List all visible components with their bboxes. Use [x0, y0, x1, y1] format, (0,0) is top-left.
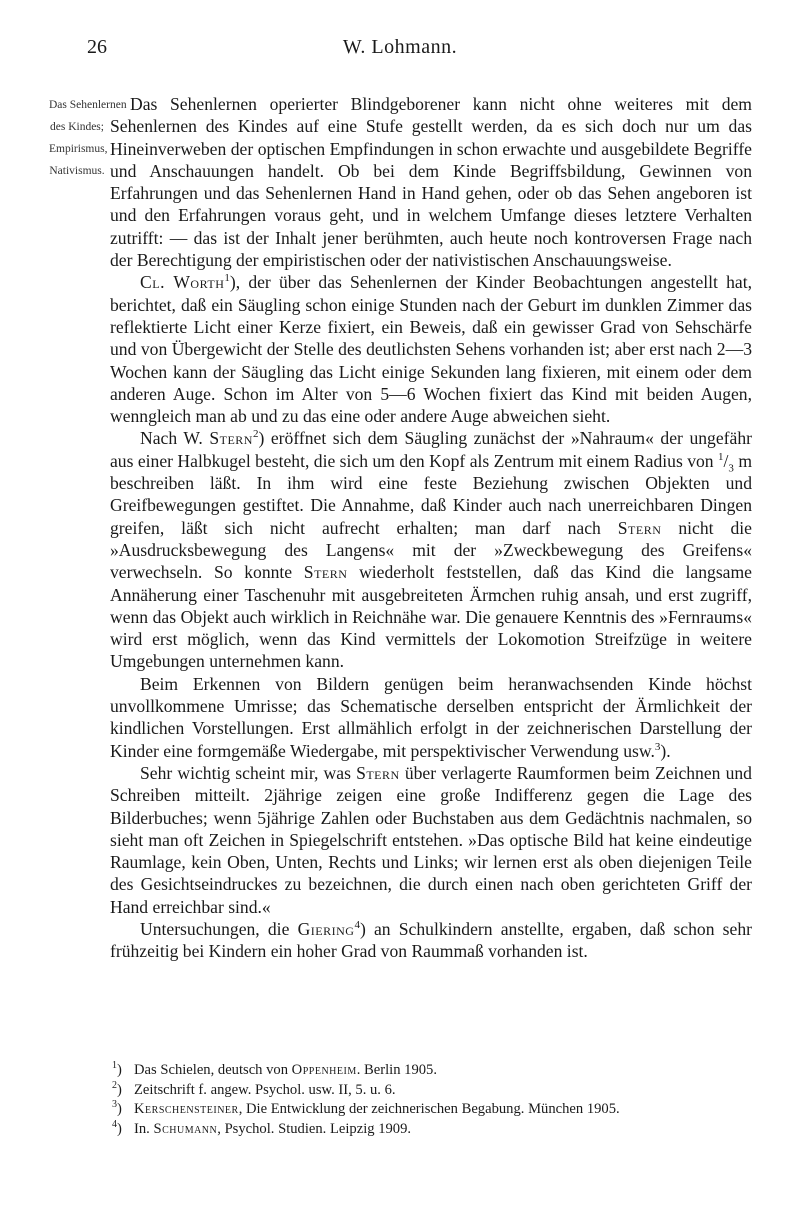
- footnote: [112, 1100, 772, 1120]
- margin-note-line: des Kindes;: [50, 121, 104, 133]
- footnote-mark: $^2$): [112, 1079, 122, 1098]
- author-name: Schumann: [153, 1120, 218, 1137]
- paragraph: [110, 918, 752, 963]
- text-run: ) eröffnet sich dem Säugling zunächst der »Nahraum« der ungefähr aus einer Halbkugel besteht, die sich um den Kopf als Zentrum mit einem Radius von: [110, 428, 752, 471]
- author-name: Stern: [303, 562, 348, 583]
- text-run: Beim Erkennen von Bildern genügen beim heranwachsenden Kinde höchst unvollkommene Umrisse; das Schematische derselben entspricht der Ärmlichkeit der kindlichen Vorstellungen. Erst allmählich erfolgt in der zeichnerischen Darstellung der Kinder eine formgemäße Wiedergabe, mit perspektivischer Verwendung usw.: [110, 673, 752, 761]
- footnote-number: 3: [112, 1099, 117, 1111]
- text-run: . Berlin 1905.: [356, 1062, 437, 1078]
- text-run: /: [723, 450, 729, 471]
- text-run: In.: [134, 1120, 154, 1137]
- author-name: Stern: [209, 428, 253, 449]
- text-run: Sehr wichtig scheint mir, was: [140, 762, 357, 783]
- paragraph: [110, 673, 752, 762]
- text-run: Das Sehenlernen operierter Blindgeborener kann nicht ohne weiteres mit dem Sehenlernen des Kindes auf eine Stufe gestellt werden, da es sich doch nur um das Hineinverweben der optischen Empfindungen in schon erwachte und ausgebildete Begriffe und Anschauungen handelt. Ob bei dem Kinde Begriffsbildung, Gewinnen von Erfahrungen und das Sehenlernen Hand in Hand gehen, oder ob das Sehen angeboren ist und den Erfahrungen voraus geht, und in welchem Umfange dieses letztere Verhalten zutrifft: — das ist der Inhalt jener berühmten, auch heute noch kontroversen Frage nach der Berechtigung der empiristischen oder der nativistischen Anschauungsweise.: [110, 94, 752, 271]
- margin-note-line: Empirismus,: [49, 143, 108, 155]
- paragraph: [110, 271, 752, 427]
- text-run: wiederholt feststellen, daß das Kind die langsame Annäherung einer Taschenuhr mit ausgebreiteten Ärmchen ruhig ansah, und erst zugriff, wenn das Objekt auch wirklich in Reichnähe war. Die genauere Kenntnis des »Fernraums« wird erst möglich, wenn das Kind vermittels der Lokomotion Streifzüge in weitere Umgebungen unternehmen kann.: [110, 562, 752, 672]
- text-run: nicht die »Ausdrucksbewegung des Langens« mit der »Zweckbewegung des Greifens« verwechseln. So konnte: [110, 517, 752, 583]
- text-run: Das Schielen, deutsch von: [134, 1062, 292, 1078]
- text-run: Nach W.: [140, 428, 210, 449]
- footnote-reference[interactable]: 1: [224, 272, 230, 285]
- author-name: Giering: [297, 918, 355, 939]
- text-run: m beschreiben läßt. In ihm wird eine feste Beziehung zwischen Objekten und Greifbewegungen gestiftet. Die Annahme, daß Kinder auch nach unerreichbaren Dingen greifen, läßt sich nicht aufrecht erhalten; man darf nach: [110, 450, 753, 538]
- text-run: Untersuchungen, die: [140, 918, 298, 939]
- author-name: Stern: [356, 762, 400, 783]
- text-run: ).: [660, 740, 671, 761]
- page-header: [0, 36, 800, 66]
- footnote-mark: $^4$): [112, 1118, 122, 1137]
- footnote-mark: $^1$): [112, 1060, 122, 1078]
- page-number: 26: [87, 36, 107, 58]
- margin-note-line: Nativismus.: [49, 165, 105, 177]
- running-head: W. Lohmann.: [342, 36, 458, 58]
- body-text: [110, 93, 752, 963]
- author-name: Cl. Worth: [140, 272, 225, 293]
- footnote-reference[interactable]: 3: [654, 740, 661, 753]
- footnote: [112, 1120, 772, 1140]
- paragraph: [110, 762, 752, 918]
- margin-note: [49, 94, 127, 182]
- footnote-number: 1: [112, 1060, 117, 1072]
- author-name: Kerschensteiner: [134, 1101, 239, 1118]
- text-run: ), der über das Sehenlernen der Kinder Beobachtungen angestellt hat, berichtet, daß ein Säugling schon einige Stunden nach der Geburt im dunklen Zimmer das reflektierte Licht einer Kerze fixiert, ein Beweis, daß ein gewisser Grad von Sehschärfe und von Übergewicht der Stelle des deutlichsten Sehens vorhanden ist; aber erst nach 2—3 Wochen kann der Säugling das Licht einige Sekunden lang fixieren, mit einem oder dem anderen Auge. Schon im Alter von 5—6 Wochen fixiert das Kind mit beiden Augen, wenngleich man ab und zu das eine oder andere Auge abweichen sieht.: [110, 272, 752, 427]
- author-name: Oppenheim: [291, 1062, 357, 1078]
- footnote-reference[interactable]: 1: [718, 450, 724, 463]
- footnote-mark: $^3$): [112, 1099, 122, 1118]
- text-run: , Psychol. Studien. Leipzig 1909.: [217, 1120, 412, 1137]
- footnote: [112, 1061, 772, 1081]
- paragraph: [110, 427, 752, 672]
- footnote-number: 2: [112, 1079, 117, 1091]
- text-run: Zeitschrift f. angew. Psychol. usw. II, 5. u. 6.: [134, 1081, 396, 1098]
- footnote-reference[interactable]: 2: [252, 428, 259, 441]
- margin-note-line: Das Sehenlernen: [49, 99, 127, 111]
- footnote-number: 4: [112, 1118, 117, 1130]
- footnote: [112, 1081, 772, 1101]
- text-run: über verlagerte Raumformen beim Zeichnen und Schreiben mitteilt. 2jährige zeigen eine große Indifferenz gegen die Lage des Bilderbuches; wenn 5jährige Zahlen oder Buchstaben aus dem Gedächtnis nachmalen, so sieht man oft Zeichen in Spiegelschrift entstehen. »Das optische Bild hat keine eindeutige Raumlage, kein Oben, Unten, Rechts und Links; wir lernen erst als oben diejenigen Teile des Gesichtseindruckes zu bezeichnen, die durch einen nach oben gerichteten Griff der Hand erreichbar sind.«: [110, 762, 752, 917]
- text-run: 3: [728, 462, 734, 475]
- footnotes: [112, 1061, 772, 1139]
- paragraph: [110, 93, 752, 271]
- author-name: Stern: [617, 517, 662, 538]
- footnote-reference[interactable]: 4: [354, 919, 360, 932]
- text-run: ) an Schulkindern anstellte, ergaben, daß schon sehr frühzeitig bei Kindern ein hoher Grad von Raummaß vorhanden ist.: [110, 918, 752, 962]
- text-run: , Die Entwicklung der zeichnerischen Begabung. München 1905.: [238, 1101, 620, 1118]
